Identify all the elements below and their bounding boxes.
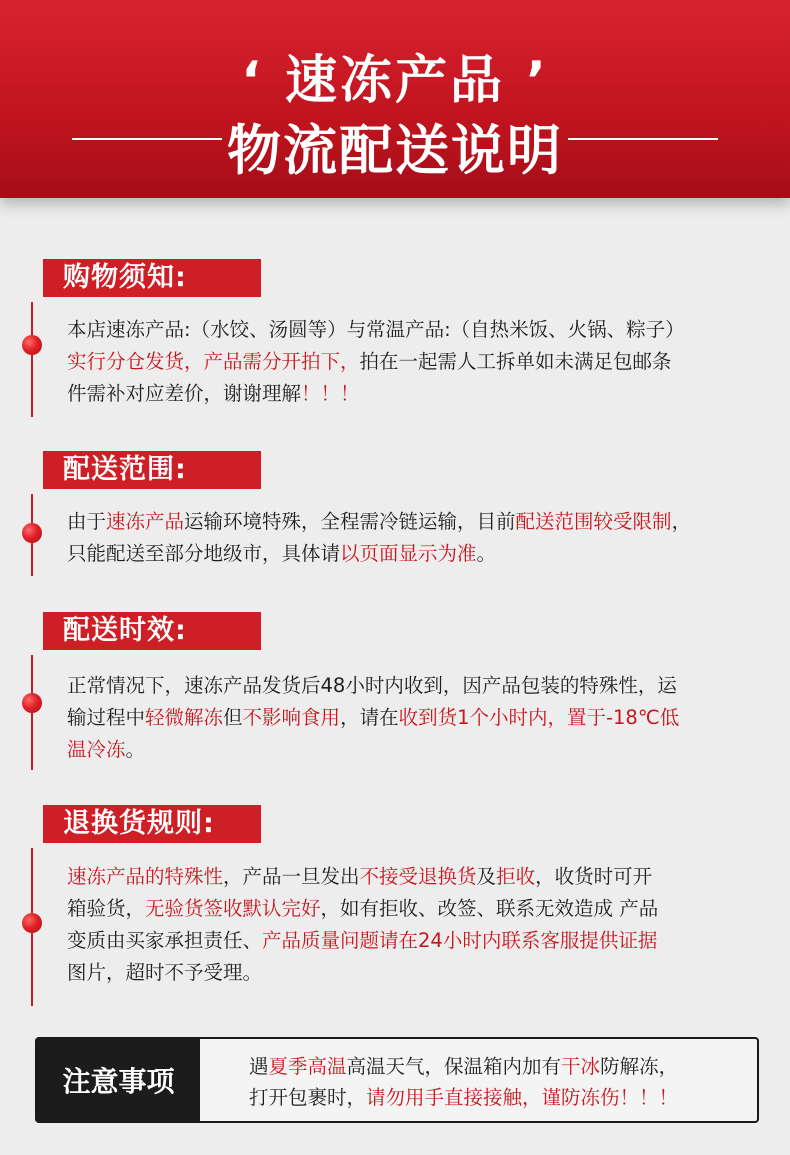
- highlight-text: 干冰: [561, 1055, 601, 1078]
- highlight-text: 配送范围较受限制: [515, 510, 672, 533]
- highlight-text: 夏季高温: [268, 1055, 347, 1078]
- highlight-text: 轻微解冻: [145, 706, 224, 729]
- section-body-shopping-notice: [67, 314, 757, 410]
- bullet-dot-1: [22, 335, 42, 355]
- text-line: [67, 670, 757, 702]
- body-text: 拍在一起需人工拆单如未满足包邮条: [359, 350, 672, 373]
- body-text: 正常情况下，速冻产品发货后48小时内收到，因产品包装的特殊性，运: [67, 674, 677, 697]
- body-text: ，收货时可开: [535, 865, 653, 888]
- header-banner: [0, 0, 790, 198]
- section-body-delivery-time: [67, 670, 757, 766]
- highlight-text: 不影响食用: [242, 706, 341, 729]
- text-line: [67, 957, 757, 989]
- highlight-text: 实行分仓发货，产品需分开拍下，: [67, 350, 360, 373]
- highlight-text: 收到货1个小时内，置于-18℃低: [398, 706, 680, 729]
- bullet-dot-3: [22, 693, 42, 713]
- text-line: [67, 314, 757, 346]
- highlight-text: 温冷冻: [67, 738, 126, 761]
- body-text: 及: [476, 865, 497, 888]
- highlight-text: ！！！: [301, 382, 360, 405]
- section-line-1: [31, 302, 33, 417]
- highlight-text: 无验货签收默认完好: [145, 897, 321, 920]
- highlight-text: 请勿用手直接接触，谨防冻伤！！！: [366, 1086, 679, 1109]
- text-line: [67, 861, 757, 893]
- text-line: [67, 538, 757, 570]
- body-text: 本店速冻产品:（水饺、汤圆等）与常温产品:（自热米饭、火锅、粽子）: [67, 318, 685, 341]
- body-text: 只能配送至部分地级市，具体请: [67, 542, 341, 565]
- body-text: 遇: [249, 1055, 269, 1078]
- text-line: [67, 734, 757, 766]
- highlight-text: 产品质量问题请在24小时内联系客服提供证据: [262, 929, 658, 952]
- highlight-text: 不接受退换货: [359, 865, 477, 888]
- body-text: 防解冻，: [600, 1055, 679, 1078]
- body-text: 件需补对应差价，谢谢理解: [67, 382, 302, 405]
- highlight-text: 速冻产品: [106, 510, 185, 533]
- section-body-delivery-range: [67, 506, 757, 570]
- highlight-text: 速冻产品的特殊性: [67, 865, 224, 888]
- section-title-return-rules: 退换货规则:: [43, 805, 261, 843]
- bullet-dot-2: [22, 523, 42, 543]
- banner-title-line2: 物流配送说明: [227, 119, 563, 182]
- text-line: [67, 378, 757, 410]
- section-title-delivery-time: 配送时效:: [43, 612, 261, 650]
- text-line: [67, 346, 757, 378]
- text-line: [249, 1051, 749, 1082]
- body-text: 图片，超时不予受理。: [67, 961, 263, 984]
- body-text: 。: [476, 542, 497, 565]
- body-text: 箱验货，: [67, 897, 146, 920]
- body-text: 运输环境特殊，全程需冷链运输，目前: [184, 510, 516, 533]
- text-line: [67, 925, 757, 957]
- body-text: ，: [671, 510, 692, 533]
- notice-box: [35, 1037, 759, 1123]
- section-body-return-rules: [67, 861, 757, 989]
- text-line: [67, 893, 757, 925]
- highlight-text: 拒收: [496, 865, 536, 888]
- text-line: [67, 506, 757, 538]
- body-text: 打开包裹时，: [249, 1086, 367, 1109]
- body-text: 但: [223, 706, 243, 729]
- notice-text: [249, 1051, 749, 1113]
- body-text: ，如有拒收、改签、联系无效造成 产品: [320, 897, 659, 920]
- body-text: 由于: [67, 510, 107, 533]
- body-text: 变质由买家承担责任、: [67, 929, 263, 952]
- banner-title-line1: ‘ 速冻产品 ’: [241, 51, 549, 111]
- body-text: 。: [125, 738, 146, 761]
- section-title-delivery-range: 配送范围:: [43, 451, 261, 489]
- body-text: ，请在: [340, 706, 399, 729]
- text-line: [249, 1082, 749, 1113]
- body-text: 高温天气，保温箱内加有: [346, 1055, 562, 1078]
- section-title-shopping-notice: 购物须知:: [43, 259, 261, 297]
- bullet-dot-4: [22, 913, 42, 933]
- highlight-text: 以页面显示为准: [340, 542, 477, 565]
- notice-label: 注意事项: [37, 1039, 200, 1121]
- body-text: 输过程中: [67, 706, 146, 729]
- body-text: ，产品一旦发出: [223, 865, 360, 888]
- text-line: [67, 702, 757, 734]
